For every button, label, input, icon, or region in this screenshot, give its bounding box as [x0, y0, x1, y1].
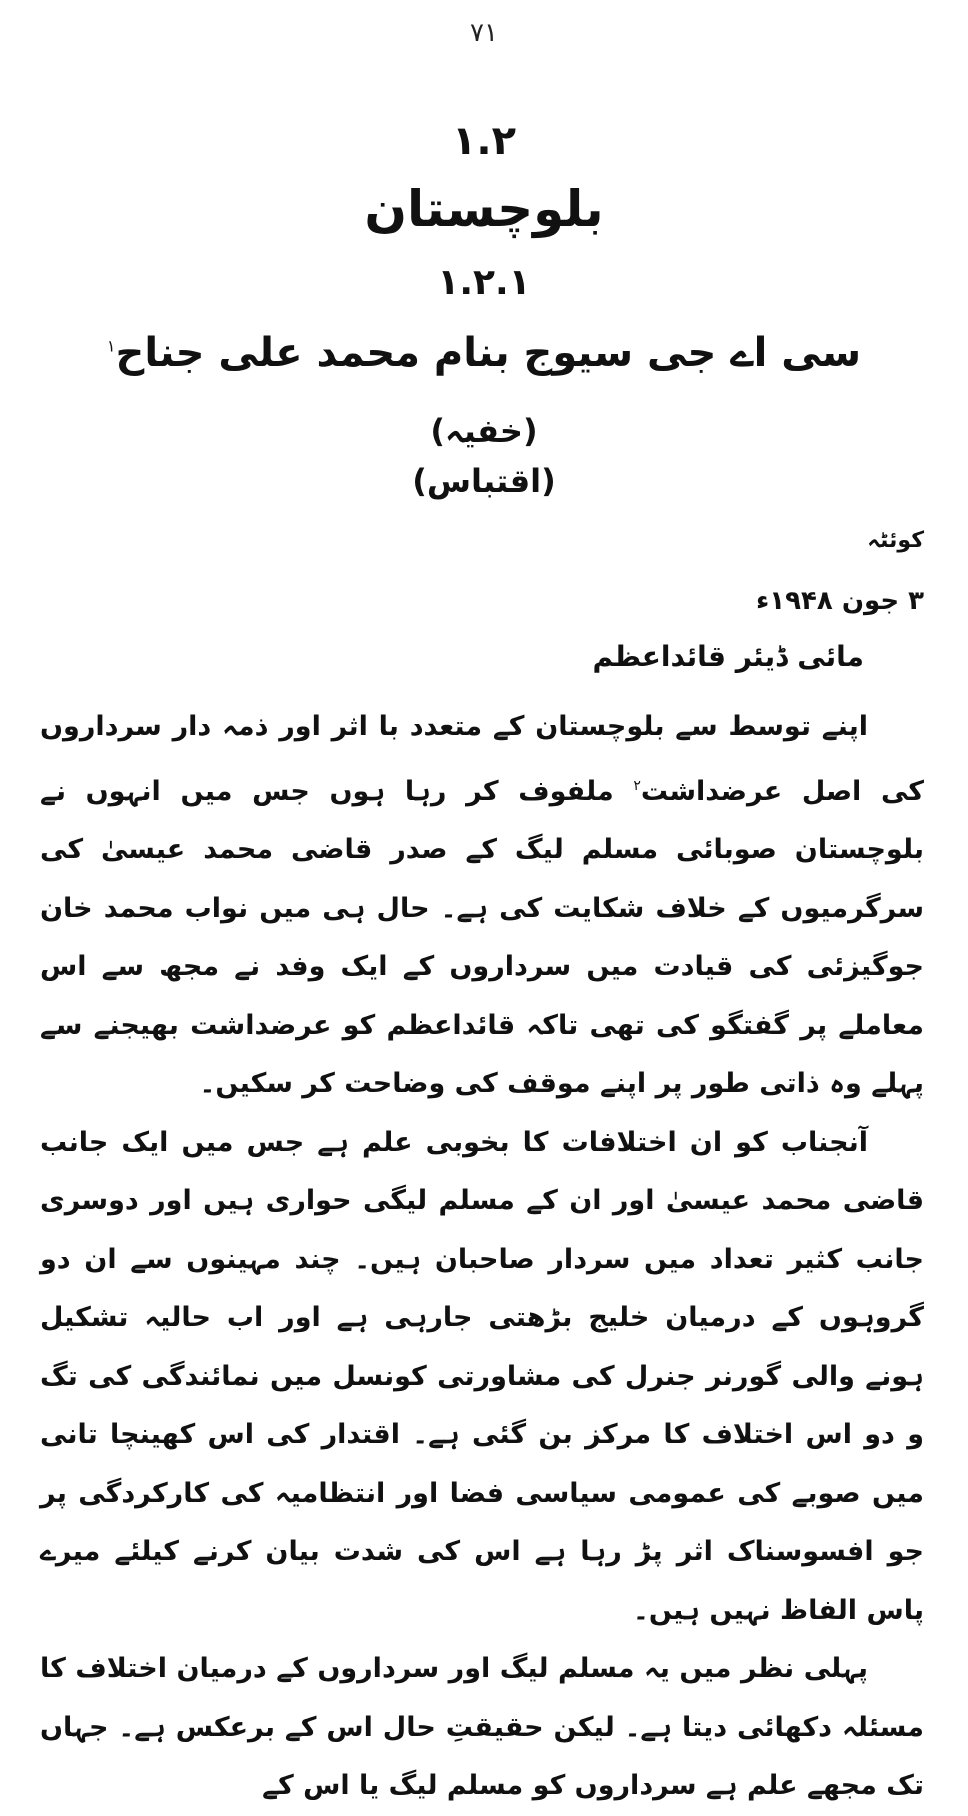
letter-body [40, 698, 924, 1816]
document-title [0, 330, 968, 376]
date-line: ۳ جون ۱۹۴۸ء [756, 586, 924, 616]
paragraph-3: پہلی نظر میں یہ مسلم لیگ اور سرداروں کے درمیان اختلاف کا مسئلہ دکھائی دیتا ہے۔ لیکن حقیقتِ حال اس کے برعکس ہے۔ جہاں تک مجھے علم ہے سرداروں کو مسلم لیگ یا اس کے [40, 1653, 924, 1801]
section-title: بلوچستان [364, 180, 604, 238]
subsection-number: ۱.۲.۱ [437, 262, 531, 303]
document-title-text: سی اے جی سیوج بنام محمد علی جناح [115, 330, 862, 376]
paragraph-1 [40, 698, 924, 1114]
paragraph-1-footnote-mark: ۲ [633, 777, 641, 794]
extract-label: (اقتباس) [412, 462, 556, 500]
document-title-footnote-mark: ۱ [106, 336, 116, 356]
paragraph-1-continuation: ملفوف کر رہا ہوں جس میں انہوں نے بلوچستان صوبائی مسلم لیگ کے صدر قاضی محمد عیسیٰ کی سرگرمیوں کے خلاف شکایت کی ہے۔ حال ہی میں نواب محمد خان جوگیزئی کی قیادت میں سرداروں کے ایک وفد نے مجھ سے اس معاملے پر گفتگو کی تھی تاکہ قائداعظم کو عرضداشت بھیجنے سے پہلے وہ ذاتی طور پر اپنے موقف کی وضاحت کر سکیں۔ [40, 775, 924, 1099]
salutation: مائی ڈیئر قائداعظم [592, 640, 864, 673]
paragraph-2: آنجناب کو ان اختلافات کا بخوبی علم ہے جس میں ایک جانب قاضی محمد عیسیٰ اور ان کے مسلم لیگی حواری ہیں اور دوسری جانب کثیر تعداد میں سردار صاحبان ہیں۔ چند مہینوں سے ان دو گروہوں کے درمیان خلیج بڑھتی جارہی ہے اور اب حالیہ تشکیل ہونے والی گورنر جنرل کی مشاورتی کونسل میں نمائندگی کی تگ و دو اس اختلاف کا مرکز بن گئی ہے۔ اقتدار کی اس کھینچا تانی میں صوبے کی عمومی سیاسی فضا اور انتظامیہ کی کارکردگی پر جو افسوسناک اثر پڑ رہا ہے اس کی شدت بیان کرنے کیلئے میرے پاس الفاظ نہیں ہیں۔ [40, 1126, 924, 1626]
classification-label: (خفیہ) [430, 412, 538, 450]
place-line: کوئٹہ [867, 528, 924, 553]
page-number: ۷۱ [470, 18, 498, 48]
section-number: ۱.۲ [451, 118, 517, 164]
paragraph-1-text: اپنے توسط سے بلوچستان کے متعدد با اثر اور ذمہ دار سرداروں کی اصل عرضداشت [40, 711, 924, 807]
